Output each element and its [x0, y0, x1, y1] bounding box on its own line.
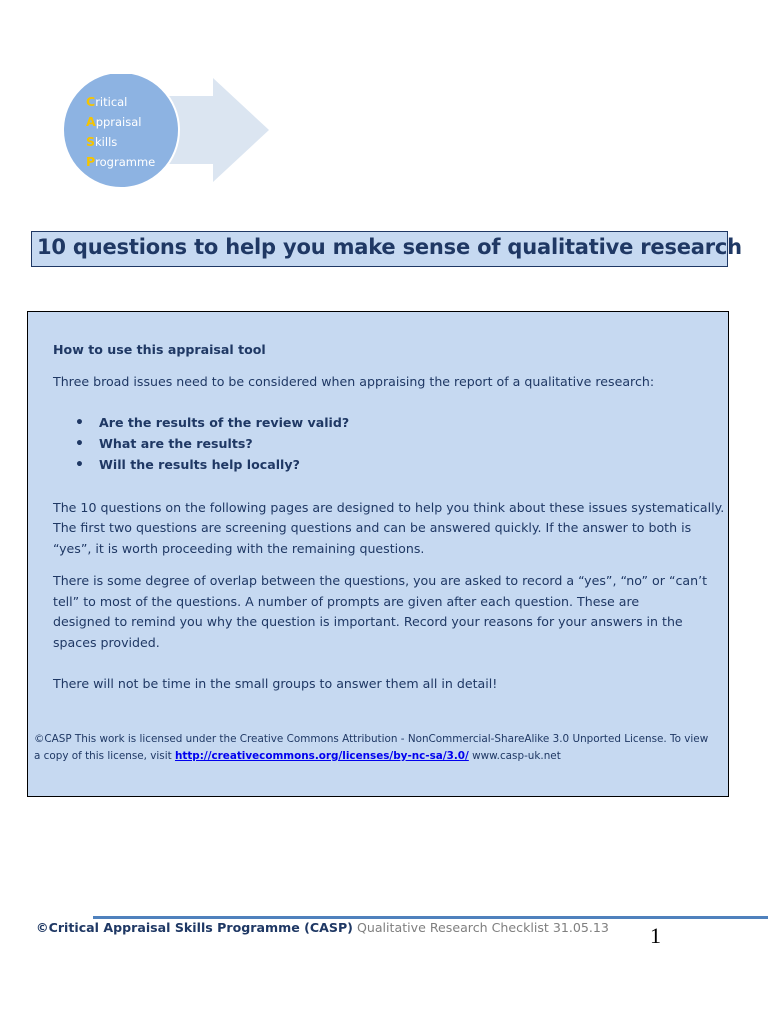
- panel-intro: Three broad issues need to be considered when appraising the report of a qualitative research:: [53, 374, 655, 389]
- para2-line: designed to remind you why the question is important. Record your reasons for your answers in the: [53, 614, 683, 629]
- logo-line-programme: Programme: [86, 154, 156, 169]
- issues-list: [75, 415, 349, 478]
- list-item: • What are the results?: [75, 436, 349, 457]
- panel-heading: How to use this appraisal tool: [53, 342, 266, 357]
- list-item: • Are the results of the review valid?: [75, 415, 349, 436]
- license-line: a copy of this license, visit http://creativecommons.org/licenses/by-nc-sa/3.0/ www.casp-uk.net: [34, 750, 561, 762]
- casp-logo: [60, 74, 272, 188]
- logo-line-critical: Critical: [86, 94, 128, 109]
- footer-document-name: Qualitative Research Checklist 31.05.13: [352, 920, 609, 935]
- license-link[interactable]: http://creativecommons.org/licenses/by-nc-sa/3.0/: [174, 750, 469, 762]
- logo-text: [86, 92, 155, 172]
- para1-line: The first two questions are screening questions and can be answered quickly. If the answer to both is: [53, 520, 692, 535]
- page-number: 1: [650, 923, 661, 948]
- logo-line-skills: Skills: [86, 134, 118, 149]
- list-item: • Will the results help locally?: [75, 457, 349, 478]
- para1-line: The 10 questions on the following pages are designed to help you think about these issues systematically.: [53, 500, 725, 515]
- logo-line-appraisal: Appraisal: [86, 114, 142, 129]
- page-title: 10 questions to help you make sense of qualitative research: [37, 235, 742, 259]
- footer-text: [36, 920, 609, 935]
- closing-note: There will not be time in the small groups to answer them all in detail!: [53, 676, 498, 691]
- license-notice: [34, 731, 724, 765]
- license-line: ©CASP This work is licensed under the Creative Commons Attribution - NonCommercial-ShareAlike 3.0 Unported License. To view: [34, 733, 709, 745]
- footer-rule: [93, 916, 768, 919]
- para2-line: tell” to most of the questions. A number of prompts are given after each question. These are: [53, 594, 640, 609]
- para1-line: “yes”, it is worth proceeding with the remaining questions.: [53, 541, 425, 556]
- title-box: [31, 231, 742, 267]
- instructions-panel: [27, 311, 729, 797]
- para2-line: There is some degree of overlap between the questions, you are asked to record a “yes”, “no” or “can’t: [53, 573, 708, 588]
- para2-line: spaces provided.: [53, 635, 160, 650]
- footer-copyright: ©Critical Appraisal Skills Programme (CASP): [36, 920, 353, 935]
